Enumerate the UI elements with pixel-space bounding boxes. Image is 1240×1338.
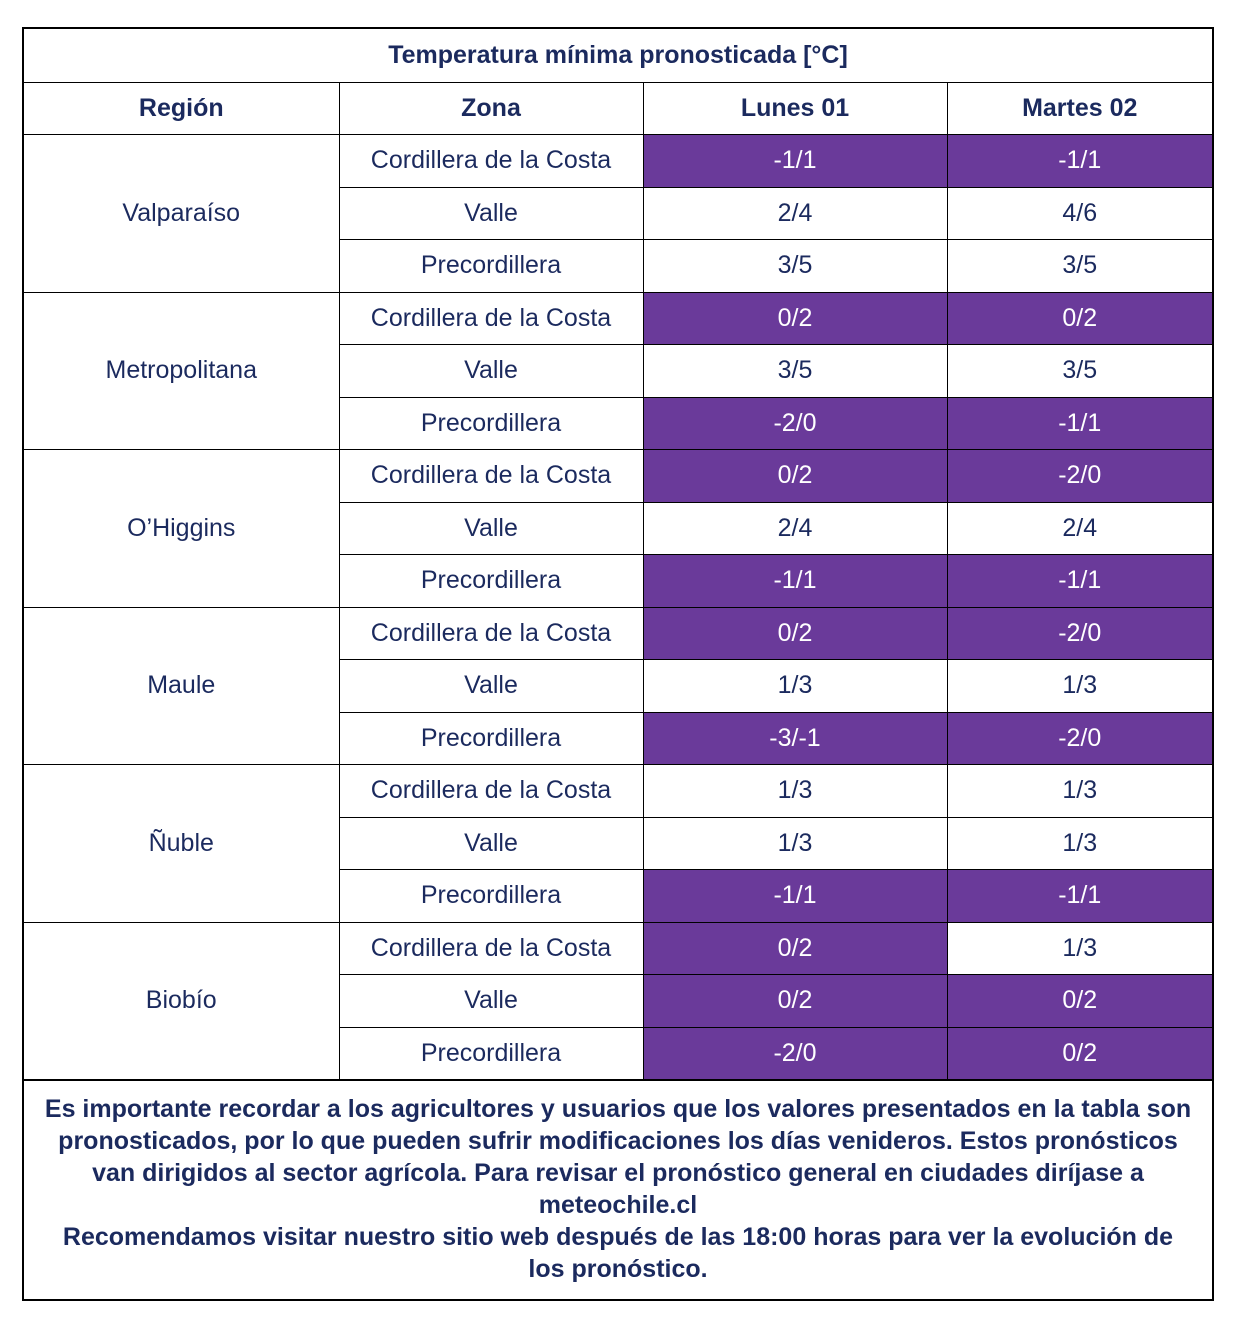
zona-cell: Cordillera de la Costa xyxy=(339,135,643,188)
table-row xyxy=(24,450,1212,503)
martes-value-cell: 0/2 xyxy=(947,975,1212,1028)
zona-cell: Valle xyxy=(339,660,643,713)
region-cell: O’Higgins xyxy=(24,450,339,608)
note-paragraph-2: Recomendamos visitar nuestro sitio web después de las 18:00 horas para ver la evolución de los pronóstico. xyxy=(62,1223,1174,1283)
table-row xyxy=(24,922,1212,975)
lunes-value-cell: 1/3 xyxy=(643,765,947,818)
zona-cell: Cordillera de la Costa xyxy=(339,765,643,818)
zona-cell: Cordillera de la Costa xyxy=(339,607,643,660)
martes-value-cell: 3/5 xyxy=(947,240,1212,293)
zona-cell: Valle xyxy=(339,975,643,1028)
martes-value-cell: 2/4 xyxy=(947,502,1212,555)
martes-value-cell: 1/3 xyxy=(947,765,1212,818)
lunes-value-cell: 0/2 xyxy=(643,975,947,1028)
forecast-table xyxy=(24,29,1212,1080)
zona-cell: Precordillera xyxy=(339,240,643,293)
martes-value-cell: 4/6 xyxy=(947,187,1212,240)
lunes-value-cell: -1/1 xyxy=(643,135,947,188)
region-cell: Maule xyxy=(24,607,339,765)
lunes-value-cell: 0/2 xyxy=(643,450,947,503)
martes-value-cell: -1/1 xyxy=(947,555,1212,608)
lunes-value-cell: 1/3 xyxy=(643,817,947,870)
zona-cell: Precordillera xyxy=(339,1027,643,1080)
lunes-value-cell: 3/5 xyxy=(643,240,947,293)
zona-cell: Cordillera de la Costa xyxy=(339,292,643,345)
martes-value-cell: 3/5 xyxy=(947,345,1212,398)
footer-note xyxy=(24,1080,1212,1299)
lunes-value-cell: -1/1 xyxy=(643,870,947,923)
martes-value-cell: -1/1 xyxy=(947,870,1212,923)
note-paragraph-1: Es importante recordar a los agricultores y usuarios que los valores presentados en la tabla son pronosticados, por lo que pueden sufrir modificaciones los días venideros. Estos pronósticos van dirigidos al sector agrícola. Para revisar el pronóstico general en ciudades diríjase a meteochile.cl xyxy=(44,1095,1192,1219)
lunes-value-cell: -2/0 xyxy=(643,1027,947,1080)
lunes-value-cell: 0/2 xyxy=(643,922,947,975)
header-martes: Martes 02 xyxy=(947,83,1212,135)
header-zona: Zona xyxy=(339,83,643,135)
martes-value-cell: -2/0 xyxy=(947,450,1212,503)
lunes-value-cell: -3/-1 xyxy=(643,712,947,765)
lunes-value-cell: 0/2 xyxy=(643,607,947,660)
zona-cell: Precordillera xyxy=(339,397,643,450)
zona-cell: Cordillera de la Costa xyxy=(339,450,643,503)
table-row xyxy=(24,607,1212,660)
lunes-value-cell: -2/0 xyxy=(643,397,947,450)
lunes-value-cell: 2/4 xyxy=(643,502,947,555)
header-lunes: Lunes 01 xyxy=(643,83,947,135)
lunes-value-cell: 3/5 xyxy=(643,345,947,398)
zona-cell: Valle xyxy=(339,187,643,240)
region-cell: Ñuble xyxy=(24,765,339,923)
lunes-value-cell: 1/3 xyxy=(643,660,947,713)
martes-value-cell: 1/3 xyxy=(947,922,1212,975)
lunes-value-cell: -1/1 xyxy=(643,555,947,608)
table-row xyxy=(24,135,1212,188)
martes-value-cell: 1/3 xyxy=(947,660,1212,713)
table-title: Temperatura mínima pronosticada [°C] xyxy=(24,29,1212,83)
region-cell: Valparaíso xyxy=(24,135,339,293)
table-row xyxy=(24,292,1212,345)
martes-value-cell: -2/0 xyxy=(947,607,1212,660)
zona-cell: Valle xyxy=(339,502,643,555)
region-cell: Metropolitana xyxy=(24,292,339,450)
zona-cell: Precordillera xyxy=(339,712,643,765)
zona-cell: Precordillera xyxy=(339,555,643,608)
zona-cell: Cordillera de la Costa xyxy=(339,922,643,975)
zona-cell: Valle xyxy=(339,345,643,398)
table-row xyxy=(24,765,1212,818)
zona-cell: Precordillera xyxy=(339,870,643,923)
region-cell: Biobío xyxy=(24,922,339,1080)
martes-value-cell: -2/0 xyxy=(947,712,1212,765)
martes-value-cell: 0/2 xyxy=(947,1027,1212,1080)
zona-cell: Valle xyxy=(339,817,643,870)
lunes-value-cell: 2/4 xyxy=(643,187,947,240)
table-body xyxy=(24,135,1212,1080)
forecast-document xyxy=(22,27,1214,1301)
header-region: Región xyxy=(24,83,339,135)
lunes-value-cell: 0/2 xyxy=(643,292,947,345)
martes-value-cell: 0/2 xyxy=(947,292,1212,345)
martes-value-cell: 1/3 xyxy=(947,817,1212,870)
martes-value-cell: -1/1 xyxy=(947,135,1212,188)
martes-value-cell: -1/1 xyxy=(947,397,1212,450)
